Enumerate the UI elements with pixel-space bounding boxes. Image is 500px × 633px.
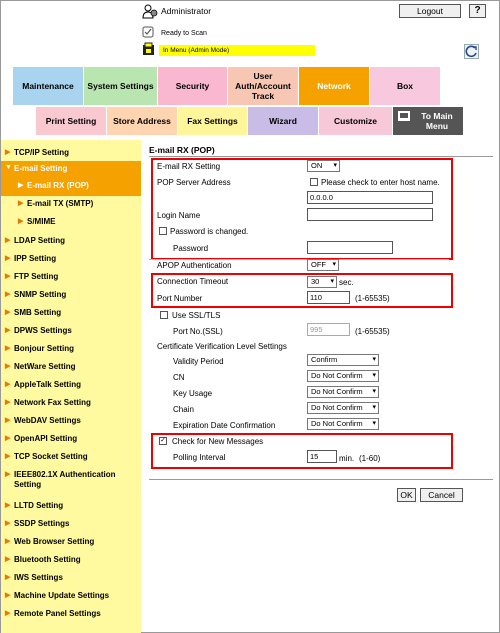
polling-interval-input[interactable]: 15 (307, 450, 337, 463)
arrow-icon: ▶ (5, 327, 11, 334)
ssl-port-label: Port No.(SSL) (173, 327, 223, 336)
sidebar-item-netware-setting[interactable] (1, 359, 141, 377)
ssl-port-range: (1-65535) (355, 327, 390, 336)
sidebar-item-dpws-settings[interactable] (1, 323, 141, 341)
refresh-icon[interactable] (464, 44, 479, 59)
arrow-icon: ▶ (5, 381, 11, 388)
title-divider (149, 156, 493, 157)
sidebar-item-ldap-setting[interactable] (1, 233, 141, 251)
apop-select[interactable]: OFF ▾ (307, 259, 339, 271)
host-name-check-label: Please check to enter host name. (321, 178, 440, 187)
ssl-port-input[interactable]: 995 (307, 323, 350, 336)
sidebar-item-web-browser-setting[interactable] (1, 534, 141, 552)
cn-label: CN (173, 373, 185, 382)
polling-interval-range: (1-60) (359, 454, 381, 463)
sidebar-item-label: E-mail RX (POP) (27, 181, 89, 190)
arrow-icon: ▶ (5, 363, 11, 370)
sidebar-item-label: SNMP Setting (14, 290, 67, 299)
pop-server-input[interactable]: 0.0.0.0 (307, 191, 433, 204)
sidebar-item-label: OpenAPI Setting (14, 434, 78, 443)
sidebar-item-label: E-mail Setting (14, 164, 68, 173)
sidebar-item-label: FTP Setting (14, 272, 59, 281)
to-main-menu-button[interactable]: To Main Menu (393, 107, 463, 135)
sidebar-item-label: NetWare Setting (14, 362, 76, 371)
connection-timeout-label: Connection Timeout (157, 277, 229, 286)
apop-label: APOP Authentication (157, 261, 232, 270)
sidebar-item-label: Network Fax Setting (14, 398, 91, 407)
tab-user-auth-account-track[interactable]: User Auth/Account Track (228, 67, 298, 105)
sidebar (1, 140, 141, 633)
polling-interval-unit: min. (339, 454, 355, 463)
sidebar-item-label: AppleTalk Setting (14, 380, 81, 389)
host-name-checkbox[interactable] (310, 178, 318, 186)
page-title: E-mail RX (POP) (149, 145, 215, 155)
sidebar-item-label: Bluetooth Setting (14, 555, 81, 564)
arrow-icon: ▶ (5, 471, 11, 478)
tab-maintenance[interactable]: Maintenance (13, 67, 83, 105)
sidebar-item-snmp-setting[interactable] (1, 287, 141, 305)
arrow-icon: ▶ (5, 309, 11, 316)
sidebar-item-webdav-settings[interactable] (1, 413, 141, 431)
sidebar-item-label: IEEE802.1X Authentication Setting (14, 470, 116, 489)
sidebar-item-label: Remote Panel Settings (14, 609, 101, 618)
arrow-icon: ▶ (5, 453, 11, 460)
arrow-icon: ▶ (18, 200, 24, 207)
tab-network[interactable]: Network (299, 67, 369, 105)
sidebar-item-lltd-setting[interactable] (1, 498, 141, 516)
arrow-icon: ▶ (5, 538, 11, 545)
port-number-input[interactable]: 110 (307, 291, 350, 304)
sidebar-item-e-mail-setting[interactable] (1, 161, 141, 178)
tab-store-address[interactable]: Store Address (107, 107, 177, 135)
port-number-label: Port Number (157, 294, 203, 303)
arrow-icon: ▶ (5, 345, 11, 352)
check-new-messages-label: Check for New Messages (172, 437, 264, 446)
arrow-icon: ▶ (18, 182, 24, 189)
sidebar-item-label: S/MIME (27, 217, 56, 226)
sidebar-item-label: Machine Update Settings (14, 591, 110, 600)
arrow-icon: ▶ (5, 237, 11, 244)
arrow-icon: ▶ (5, 149, 11, 156)
chain-label: Chain (173, 405, 194, 414)
sidebar-item-label: SMB Setting (14, 308, 62, 317)
ssl-tls-checkbox[interactable] (160, 311, 168, 319)
validity-period-select[interactable]: Confirm ▾ (307, 354, 379, 366)
admin-mode-icon (142, 42, 155, 56)
check-new-messages-checkbox[interactable]: ✓ (160, 437, 166, 444)
tab-security[interactable]: Security (158, 67, 227, 105)
sidebar-item-label: WebDAV Settings (14, 416, 81, 425)
sidebar-item-tcp-ip-setting[interactable] (1, 145, 141, 161)
password-input[interactable] (307, 241, 393, 254)
arrow-icon: ▶ (5, 574, 11, 581)
sidebar-item-ieee802-1x-authentication-setting[interactable] (1, 467, 141, 498)
password-label: Password (173, 244, 209, 253)
mode-indicator: In Menu (Admin Mode) (159, 45, 315, 56)
tab-print-setting[interactable]: Print Setting (36, 107, 106, 135)
ssl-tls-label: Use SSL/TLS (172, 311, 221, 320)
sidebar-item-label: TCP/IP Setting (14, 148, 69, 157)
sidebar-item-label: Web Browser Setting (14, 537, 95, 546)
sidebar-item-s-mime[interactable] (1, 214, 141, 232)
sidebar-item-remote-panel-settings[interactable] (1, 606, 141, 624)
arrow-icon: ▶ (5, 520, 11, 527)
arrow-icon: ▶ (5, 273, 11, 280)
status-text: Ready to Scan (161, 30, 207, 37)
key-usage-select[interactable]: Do Not Confirm ▾ (307, 386, 379, 398)
arrow-icon: ▶ (5, 592, 11, 599)
pop-server-label: POP Server Address (157, 178, 231, 187)
port-number-range: (1-65535) (355, 294, 390, 303)
sidebar-item-label: IPP Setting (14, 254, 57, 263)
tab-system-settings[interactable]: System Settings (84, 67, 157, 105)
sidebar-item-ftp-setting[interactable] (1, 269, 141, 287)
arrow-icon: ▶ (5, 399, 11, 406)
help-button[interactable]: ? (469, 4, 486, 18)
sidebar-item-bonjour-setting[interactable] (1, 341, 141, 359)
administrator-icon (142, 4, 158, 19)
arrow-icon: ▶ (5, 502, 11, 509)
password-changed-checkbox[interactable] (159, 227, 167, 235)
ok-button[interactable]: OK (397, 488, 416, 502)
sidebar-item-label: Bonjour Setting (14, 344, 74, 353)
cert-verification-label: Certificate Verification Level Settings (157, 342, 287, 351)
sidebar-item-ssdp-settings[interactable] (1, 516, 141, 534)
arrow-icon: ▶ (5, 417, 11, 424)
arrow-icon: ▶ (5, 610, 11, 617)
sidebar-item-openapi-setting[interactable] (1, 431, 141, 449)
sidebar-item-label: LDAP Setting (14, 236, 65, 245)
expiration-date-label: Expiration Date Confirmation (173, 421, 276, 430)
sidebar-item-label: DPWS Settings (14, 326, 72, 335)
sidebar-item-network-fax-setting[interactable] (1, 395, 141, 413)
sidebar-item-label: E-mail TX (SMTP) (27, 199, 94, 208)
sidebar-item-ipp-setting[interactable] (1, 251, 141, 269)
arrow-icon: ▼ (5, 164, 12, 171)
sidebar-item-label: SSDP Settings (14, 519, 70, 528)
polling-interval-label: Polling Interval (173, 453, 226, 462)
sidebar-item-label: LLTD Setting (14, 501, 64, 510)
sidebar-item-machine-update-settings[interactable] (1, 588, 141, 606)
tab-wizard[interactable]: Wizard (248, 107, 318, 135)
logout-button[interactable]: Logout (399, 4, 461, 18)
arrow-icon: ▶ (5, 435, 11, 442)
sidebar-item-tcp-socket-setting[interactable] (1, 449, 141, 467)
main-menu-icon (398, 111, 410, 121)
sidebar-item-e-mail-tx-smtp[interactable] (1, 196, 141, 214)
validity-period-label: Validity Period (173, 357, 224, 366)
arrow-icon: ▶ (5, 255, 11, 262)
sidebar-item-e-mail-rx-pop[interactable] (1, 178, 141, 196)
cn-select[interactable]: Do Not Confirm ▾ (307, 370, 379, 382)
tab-fax-settings[interactable]: Fax Settings (178, 107, 247, 135)
sidebar-item-label: TCP Socket Setting (14, 452, 88, 461)
connection-timeout-unit: sec. (339, 278, 354, 287)
sidebar-item-iws-settings[interactable] (1, 570, 141, 588)
sidebar-item-label: IWS Settings (14, 573, 63, 582)
ready-status-icon (142, 26, 154, 38)
arrow-icon: ▶ (18, 218, 24, 225)
footer-divider (149, 479, 493, 480)
sidebar-item-bluetooth-setting[interactable] (1, 552, 141, 570)
password-changed-label: Password is changed. (170, 227, 249, 236)
rx-setting-label: E-mail RX Setting (157, 162, 221, 171)
administrator-label: Administrator (161, 6, 212, 16)
sidebar-item-smb-setting[interactable] (1, 305, 141, 323)
tab-customize[interactable]: Customize (319, 107, 392, 135)
login-name-input[interactable] (307, 208, 433, 221)
chain-select[interactable]: Do Not Confirm ▾ (307, 402, 379, 414)
sidebar-item-appletalk-setting[interactable] (1, 377, 141, 395)
rx-setting-select[interactable]: ON ▾ (307, 160, 340, 172)
divider (149, 259, 449, 260)
connection-timeout-select[interactable]: 30 ▾ (307, 276, 337, 288)
arrow-icon: ▶ (5, 556, 11, 563)
cancel-button[interactable]: Cancel (420, 488, 463, 502)
key-usage-label: Key Usage (173, 389, 213, 398)
tab-box[interactable]: Box (370, 67, 440, 105)
login-name-label: Login Name (157, 211, 201, 220)
expiration-date-select[interactable]: Do Not Confirm ▾ (307, 418, 379, 430)
arrow-icon: ▶ (5, 291, 11, 298)
